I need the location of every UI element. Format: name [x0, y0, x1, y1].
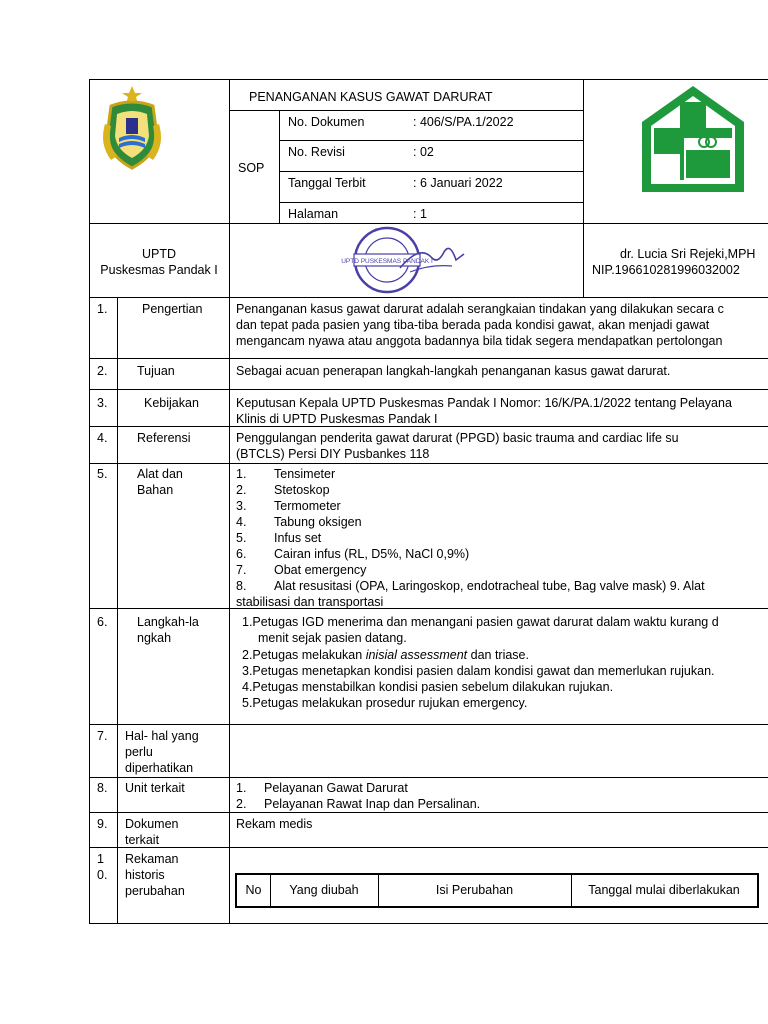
list-item: Termometer [274, 499, 341, 513]
list-item: Cairan infus (RL, D5%, NaCl 0,9%) [274, 547, 470, 561]
meta-value-revision: : 02 [413, 145, 434, 159]
list-item: Tabung oksigen [274, 515, 362, 529]
section-5-number: 5. [97, 467, 108, 481]
section-2-number: 2. [97, 364, 108, 378]
list-item-number: 7. [236, 563, 247, 577]
svg-text:UPTD PUSKESMAS PANDAK I: UPTD PUSKESMAS PANDAK I [341, 258, 433, 265]
list-item-continuation: stabilisasi dan transportasi [236, 595, 384, 609]
section-8-number: 8. [97, 781, 108, 795]
section-5-label-line-2: Bahan [137, 483, 174, 497]
step-2 [242, 647, 529, 663]
meta-value-document-number: : 406/S/PA.1/2022 [413, 115, 514, 129]
sop-label: SOP [238, 161, 265, 175]
list-item-number: 8. [236, 579, 247, 593]
step-2-text: 2.Petugas melakukan [242, 648, 366, 662]
list-item: Pelayanan Gawat Darurat [264, 781, 408, 795]
column-header-change-content: Isi Perubahan [435, 883, 514, 897]
column-header-changed-item: Yang diubah [289, 883, 359, 897]
step-2-suffix: dan triase. [467, 648, 529, 662]
list-item-number: 3. [236, 499, 247, 513]
list-item: Pelayanan Rawat Inap dan Persalinan. [264, 797, 481, 811]
list-item-number: 4. [236, 515, 247, 529]
document-title: PENANGANAN KASUS GAWAT DARURAT [249, 90, 493, 104]
meta-label-page: Halaman [288, 207, 339, 221]
section-1-text-line-3: mengancam nyawa atau anggota badannya bila tidak segera mendapatkan pertolongan [236, 334, 723, 348]
section-3-number: 3. [97, 396, 108, 410]
section-7-label-line-1: Hal- hal yang [125, 729, 199, 743]
column-header-effective-date: Tanggal mulai diberlakukan [588, 883, 740, 897]
section-3-label: Kebijakan [144, 396, 199, 410]
list-item: Stetoskop [274, 483, 330, 497]
section-10-label-line-2: historis [125, 868, 165, 882]
step-5: 5.Petugas melakukan prosedur rujukan emergency. [242, 696, 528, 710]
section-8-label: Unit terkait [125, 781, 185, 795]
organization-unit: UPTD [141, 247, 177, 261]
section-7-label-line-2: perlu [125, 745, 153, 759]
section-4-text-line-2: (BTCLS) Persi DIY Pusbankes 118 [236, 447, 430, 461]
official-stamp-with-signature [340, 224, 470, 294]
signer-name: dr. Lucia Sri Rejeki,MPH [620, 247, 756, 261]
meta-value-issue-date: : 6 Januari 2022 [413, 176, 503, 190]
section-9-text: Rekam medis [236, 817, 313, 831]
list-item-number: 5. [236, 531, 247, 545]
list-item: Alat resusitasi (OPA, Laringoskop, endotracheal tube, Bag valve mask) 9. Alat [274, 579, 705, 593]
step-3: 3.Petugas menetapkan kondisi pasien dalam kondisi gawat dan memerlukan rujukan. [242, 664, 715, 678]
section-7-number: 7. [97, 729, 108, 743]
list-item-number: 2. [236, 483, 247, 497]
section-5-label-line-1: Alat dan [137, 467, 183, 481]
step-1-line-1: 1.Petugas IGD menerima dan menangani pasien gawat darurat dalam waktu kurang d [242, 615, 719, 629]
section-6-number: 6. [97, 615, 108, 629]
section-6-label-line-2: ngkah [137, 631, 172, 645]
meta-label-issue-date: Tanggal Terbit [288, 176, 366, 190]
column-header-no: No [245, 883, 262, 897]
puskesmas-logo [640, 84, 746, 194]
section-2-label: Tujuan [137, 364, 175, 378]
section-6-label-line-1: Langkah-la [137, 615, 199, 629]
section-9-label-line-1: Dokumen [125, 817, 179, 831]
section-10-label-line-1: Rekaman [125, 852, 179, 866]
section-2-text: Sebagai acuan penerapan langkah-langkah penanganan kasus gawat darurat. [236, 364, 671, 378]
step-4: 4.Petugas menstabilkan kondisi pasien sebelum dilakukan rujukan. [242, 680, 614, 694]
regional-emblem-logo [97, 84, 167, 172]
section-1-text-line-1: Penanganan kasus gawat darurat adalah serangkaian tindakan yang dilakukan secara c [236, 302, 724, 316]
section-9-number: 9. [97, 817, 108, 831]
list-item-number: 2. [236, 797, 247, 811]
step-1-line-2: menit sejak pasien datang. [258, 631, 407, 645]
meta-label-document-number: No. Dokumen [288, 115, 365, 129]
meta-label-revision: No. Revisi [288, 145, 345, 159]
list-item-number: 6. [236, 547, 247, 561]
list-item: Tensimeter [274, 467, 336, 481]
list-item: Infus set [274, 531, 322, 545]
organization-name: Puskesmas Pandak I [100, 263, 218, 277]
section-10-number-line-2: 0. [97, 868, 108, 882]
signer-nip: NIP.196610281996032002 [592, 263, 740, 277]
section-9-label-line-2: terkait [125, 833, 160, 847]
section-3-text-line-1: Keputusan Kepala UPTD Puskesmas Pandak I Nomor: 16/K/PA.1/2022 tentang Pelayana [236, 396, 732, 410]
section-10-label-line-3: perubahan [125, 884, 185, 898]
section-10-number-line-1: 1 [97, 852, 104, 866]
meta-value-page: : 1 [413, 207, 427, 221]
section-3-text-line-2: Klinis di UPTD Puskesmas Pandak I [236, 412, 438, 426]
section-4-label: Referensi [137, 431, 191, 445]
section-4-text-line-1: Penggulangan penderita gawat darurat (PPGD) basic trauma and cardiac life su [236, 431, 679, 445]
list-item: Obat emergency [274, 563, 367, 577]
section-1-number: 1. [97, 302, 108, 316]
step-2-emphasis: inisial assessment [365, 648, 468, 662]
list-item-number: 1. [236, 781, 247, 795]
section-1-text-line-2: dan tepat pada pasien yang tiba-tiba berada pada kondisi gawat, akan menjadi gawat [236, 318, 710, 332]
section-1-label: Pengertian [142, 302, 203, 316]
list-item-number: 1. [236, 467, 247, 481]
section-7-label-line-3: diperhatikan [125, 761, 194, 775]
section-4-number: 4. [97, 431, 108, 445]
